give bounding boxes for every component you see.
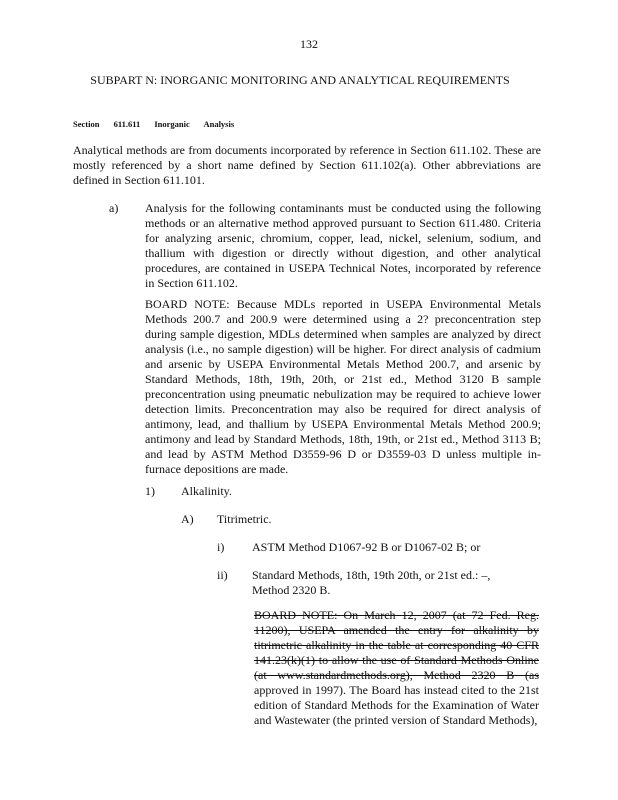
board-note-2-text: approved in 1997). The Board has instead cited to the 21st edition of Standard Methods for the Examination of Water and Wastewater (the printed version of Standard Methods), xyxy=(254,683,539,727)
subpart-title: SUBPART N: INORGANIC MONITORING AND ANALYTICAL REQUIREMENTS xyxy=(90,73,510,87)
board-note-1: BOARD NOTE: Because MDLs reported in USEPA Environmental Metals Methods 200.7 and 200.9 were determined using a 2? preconcentration step during sample digestion, MDLs determined when samples are analyzed by direct analysis (i.e., no sample digestion) will be higher. For direct analysis of cadmium and arsenic by USEPA Environmental Metals Method 200.7, and arsenic by Standard Methods, 18th, 19th, 20th, or 21st ed., Method 3120 B sample preconcentration using pneumatic nebulization may be required to achieve lower detection limits. Preconcentration may also be required for direct analysis of antimony, lead, and thallium by USEPA Environmental Metals Method 200.9; antimony and lead by Standard Methods, 18th, 19th, or 21st ed., Method 3113 B; and lead by ASTM Method D3559-96 D or D3559-03 D unless multiple in-furnace depositions are made. xyxy=(145,297,541,476)
page-number: 132 xyxy=(300,37,318,51)
item-ii-text: Standard Methods, 18th, 19th 20th, or 21st ed.: –, Method 2320 B. xyxy=(252,568,491,597)
item-1-label: 1) xyxy=(145,484,155,498)
item-A-text: Titrimetric. xyxy=(217,512,272,526)
item-a-text: Analysis for the following contaminants must be conducted using the following methods or an alternative method approved pursuant to Section 611.480. Criteria for analyzing arsenic, chromium, copper, lead, nickel, selenium, sodium, and thallium with digestion or directly without digestion, and other analytical procedures, are contained in USEPA Technical Notes, incorporated by reference in Section 611.102. xyxy=(145,201,541,290)
item-i-text: ASTM Method D1067-92 B or D1067-02 B; or xyxy=(252,540,481,554)
board-note-2-struck: BOARD NOTE: On March 12, 2007 (at 72 Fed. Reg. 11200), USEPA amended the entry for alkalinity by titrimetric alkalinity in the table at corresponding 40 CFR 141.23(k)(1) to allow the use of Standard Methods Online (at www.standardmethods.org), Method 2320 B (as xyxy=(254,608,539,682)
item-i-label: i) xyxy=(217,540,225,554)
item-A-label: A) xyxy=(181,512,194,526)
item-a-label: a) xyxy=(109,201,119,215)
item-1-text: Alkalinity. xyxy=(181,484,232,498)
board-note-2 xyxy=(254,608,539,728)
section-heading: Section 611.611 Inorganic Analysis xyxy=(73,119,235,129)
item-ii-label: ii) xyxy=(217,568,228,582)
intro-paragraph: Analytical methods are from documents incorporated by reference in Section 611.102. These are mostly referenced by a short name defined by Section 611.102(a). Other abbreviations are defined in Section 611.101. xyxy=(73,143,541,187)
